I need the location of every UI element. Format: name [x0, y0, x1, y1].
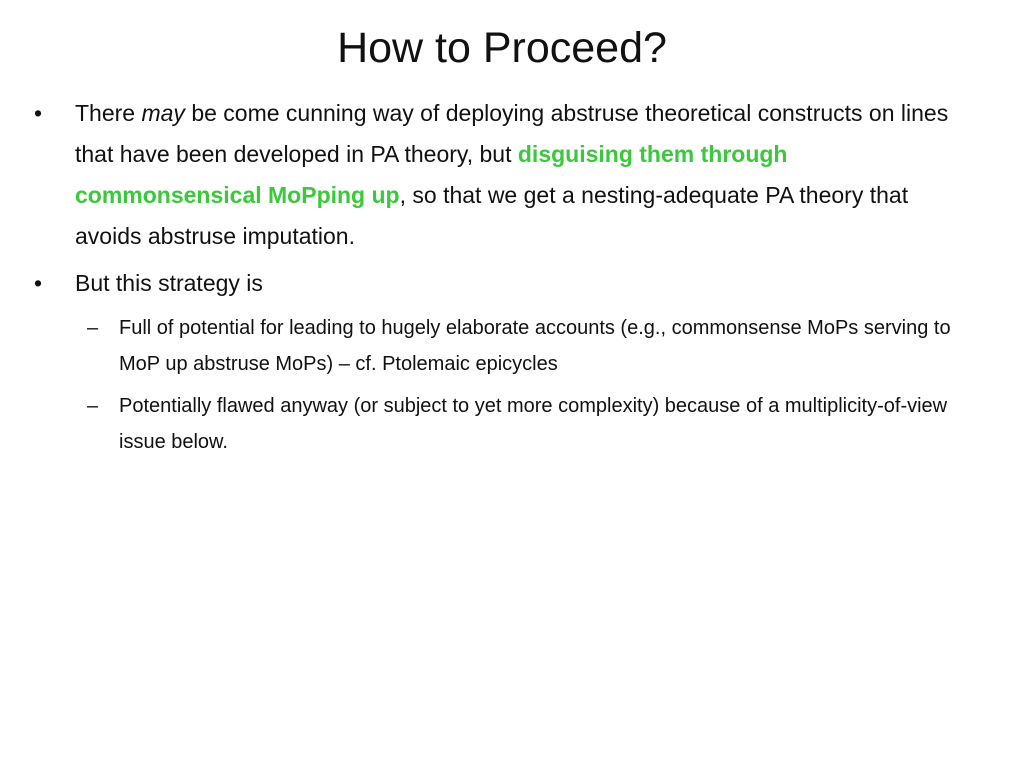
sub-bullet-marker: –	[87, 395, 99, 417]
sub-bullet-item	[34, 388, 980, 460]
sub-bullet-text: Full of potential for leading to hugely elaborate accounts (e.g., commonsense MoPs serving to MoP up abstruse MoPs) – cf. Ptolemaic epicycles	[119, 317, 951, 375]
bullet-italic-text: may	[141, 100, 185, 126]
bullet-marker: •	[34, 100, 43, 126]
bullet-item	[34, 263, 980, 304]
bullet-item	[34, 93, 980, 257]
bullet-text-part: There	[75, 100, 142, 126]
sub-bullet-text: Potentially flawed anyway (or subject to yet more complexity) because of a multiplicity-of-view issue below.	[119, 395, 948, 453]
sub-bullet-item	[34, 310, 980, 382]
slide-body	[34, 93, 980, 466]
sub-bullet-marker: –	[87, 317, 99, 339]
bullet-text-part: , so that we get a nesting-adequate PA theory that avoids abstruse imputation.	[75, 182, 909, 249]
bullet-marker: •	[34, 270, 43, 296]
bullet-text	[75, 100, 948, 249]
bullet-text: But this strategy is	[75, 270, 263, 296]
bullet-text-part: be come cunning way of deploying abstruse theoretical constructs on lines that have been developed in PA theory, but	[75, 100, 949, 167]
highlighted-text: disguising them through commonsensical MoPping up	[75, 141, 788, 208]
slide-title: How to Proceed?	[337, 24, 667, 72]
